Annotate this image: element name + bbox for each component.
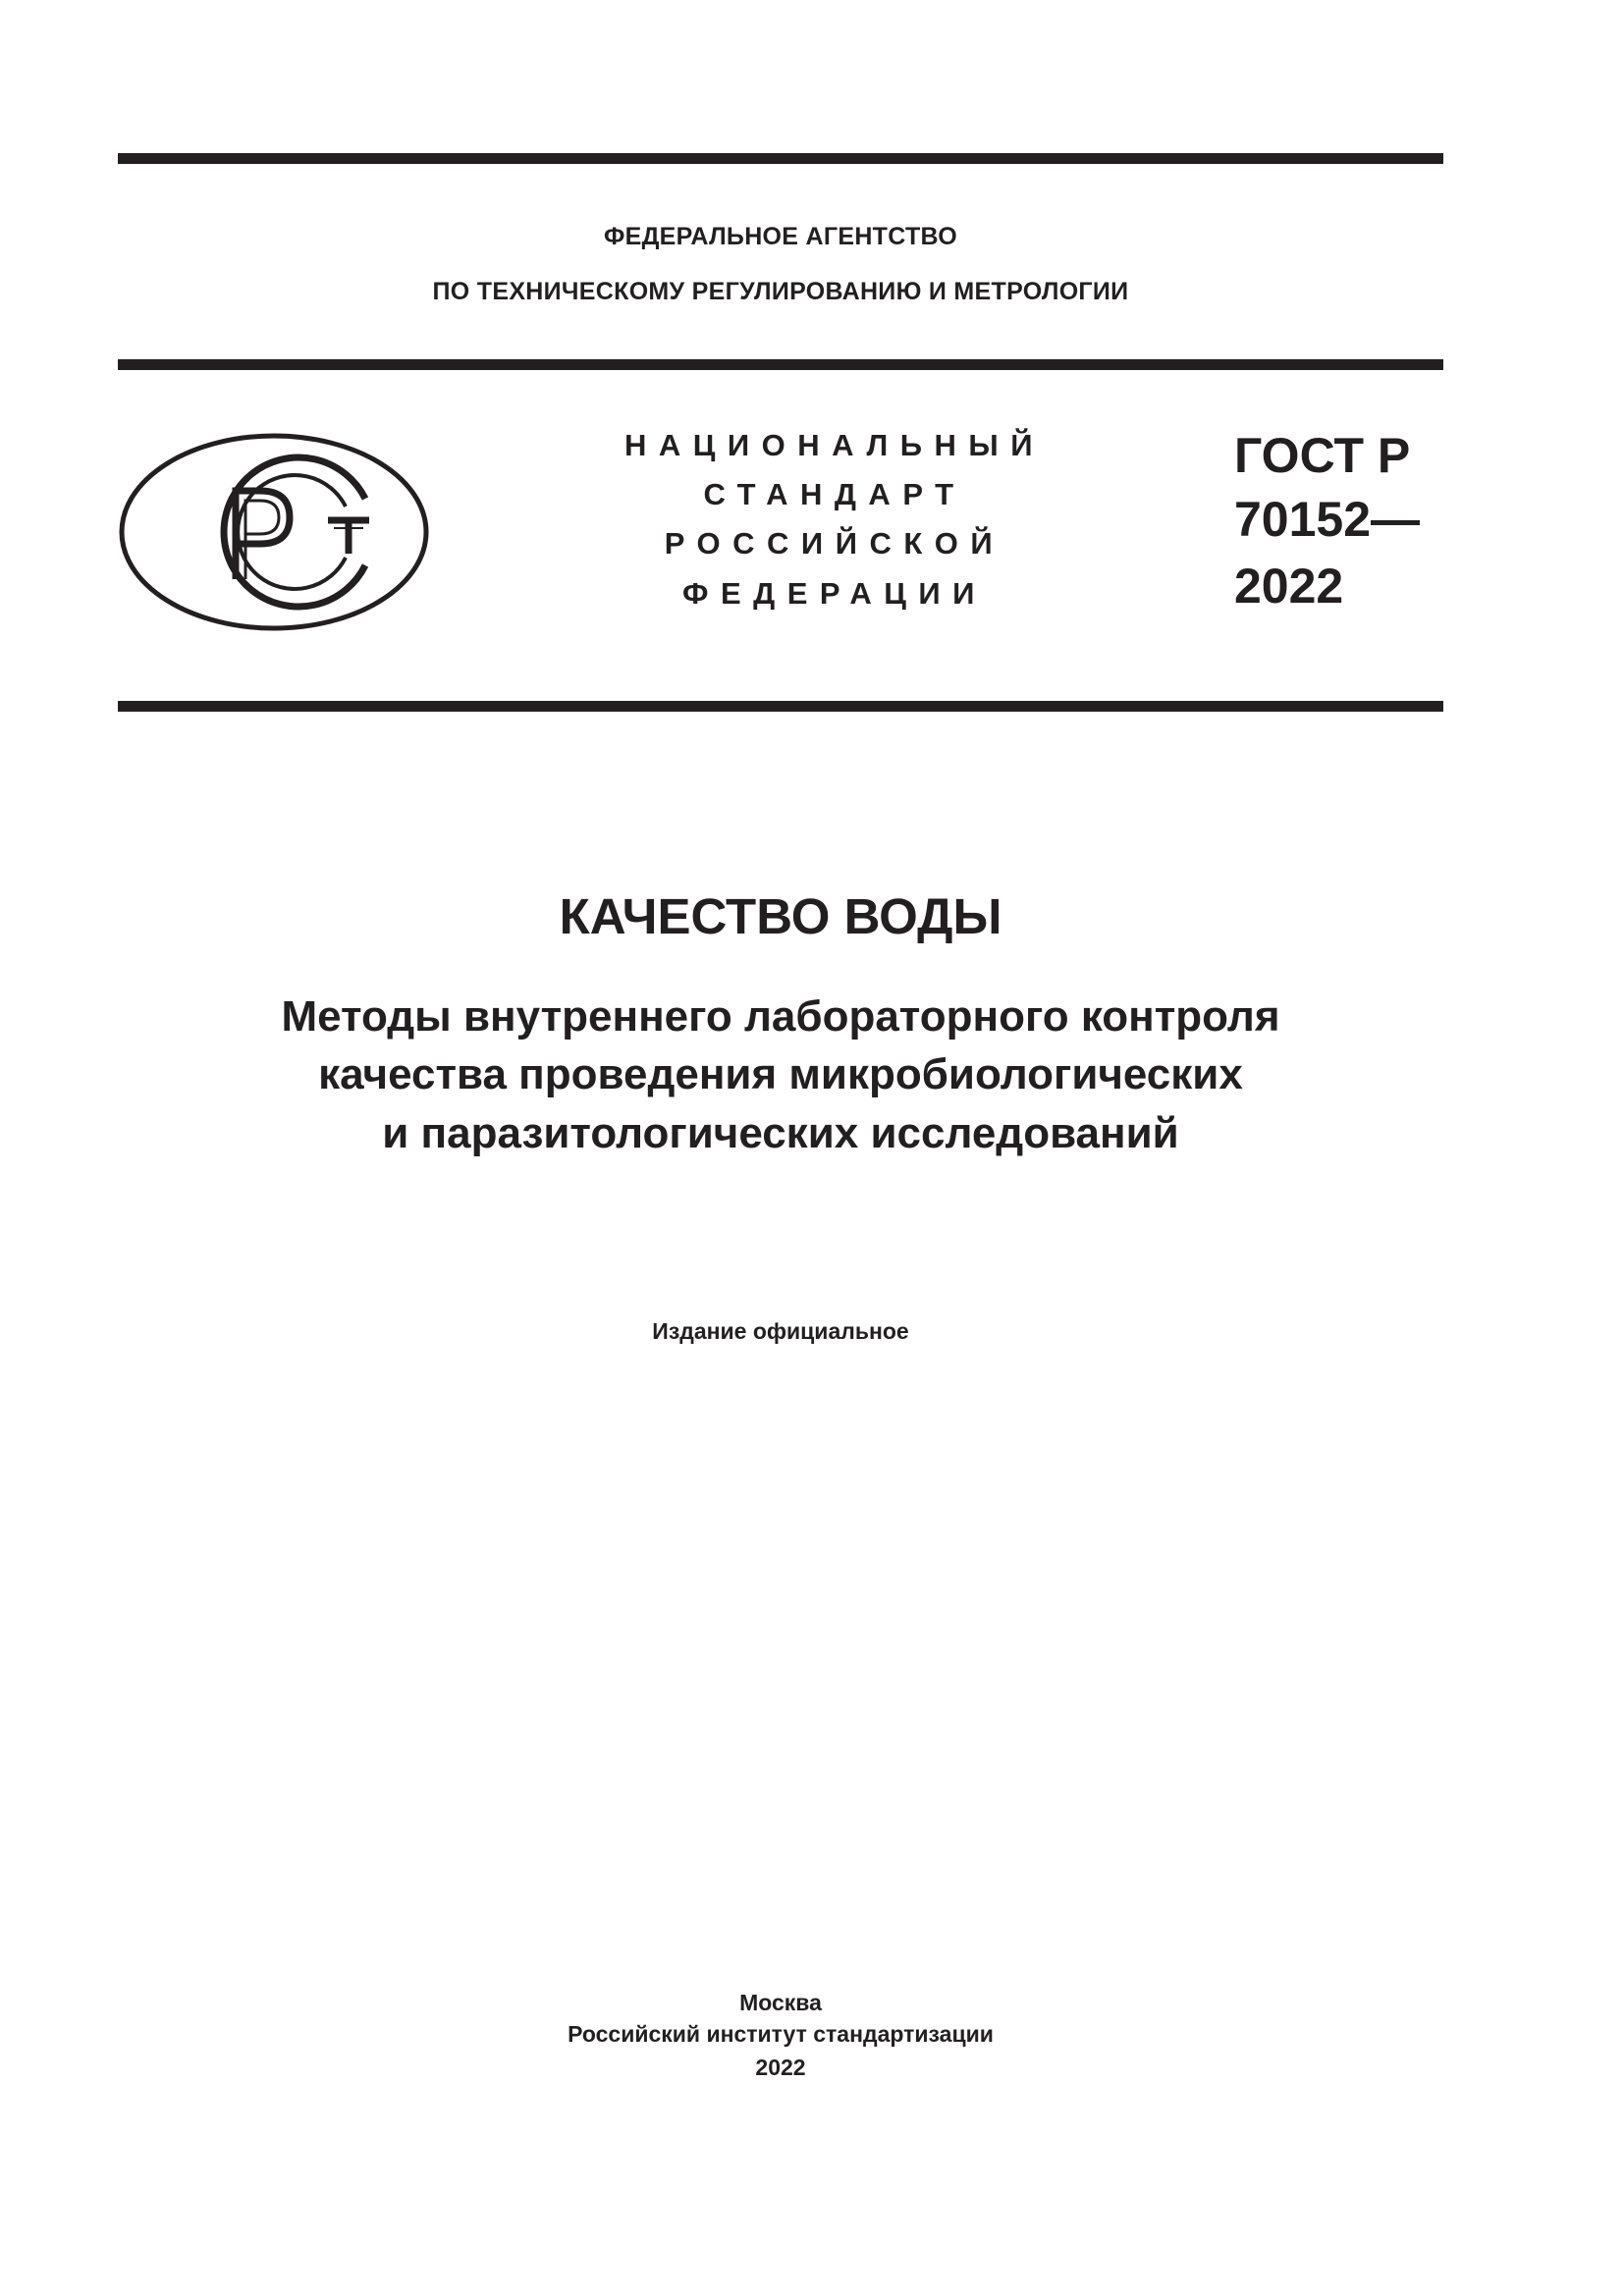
imprint-year: 2022 bbox=[755, 2055, 806, 2080]
national-standard-line-4: ФЕДЕРАЦИИ bbox=[682, 576, 987, 611]
agency-line-2: ПО ТЕХНИЧЕСКОМУ РЕГУЛИРОВАНИЮ И МЕТРОЛОГИИ bbox=[432, 278, 1129, 305]
agency-line-1: ФЕДЕРАЛЬНОЕ АГЕНТСТВО bbox=[603, 223, 958, 250]
edition-note: Издание официальное bbox=[652, 1318, 909, 1344]
designation-line-1: ГОСТ Р bbox=[1234, 428, 1411, 483]
rst-certification-mark-icon bbox=[118, 432, 430, 632]
top-rule bbox=[118, 153, 1443, 164]
subtitle-line-2: качества проведения микробиологических bbox=[318, 1050, 1243, 1098]
document-title: КАЧЕСТВО ВОДЫ bbox=[559, 888, 1002, 944]
imprint-city: Москва bbox=[739, 1990, 822, 2015]
national-standard-line-2: СТАНДАРТ bbox=[703, 477, 966, 511]
designation-line-2: 70152— bbox=[1234, 492, 1421, 547]
national-standard-line-3: РОССИЙСКОЙ bbox=[664, 526, 1005, 561]
header-rule bbox=[118, 359, 1443, 370]
imprint-publisher: Российский институт стандартизации bbox=[568, 2021, 994, 2047]
bottom-header-rule bbox=[118, 701, 1443, 712]
subtitle-line-1: Методы внутреннего лабораторного контроля bbox=[281, 992, 1280, 1041]
designation-line-3: 2022 bbox=[1234, 559, 1344, 614]
subtitle-line-3: и паразитологических исследований bbox=[382, 1109, 1179, 1157]
national-standard-line-1: НАЦИОНАЛЬНЫЙ bbox=[623, 428, 1046, 462]
